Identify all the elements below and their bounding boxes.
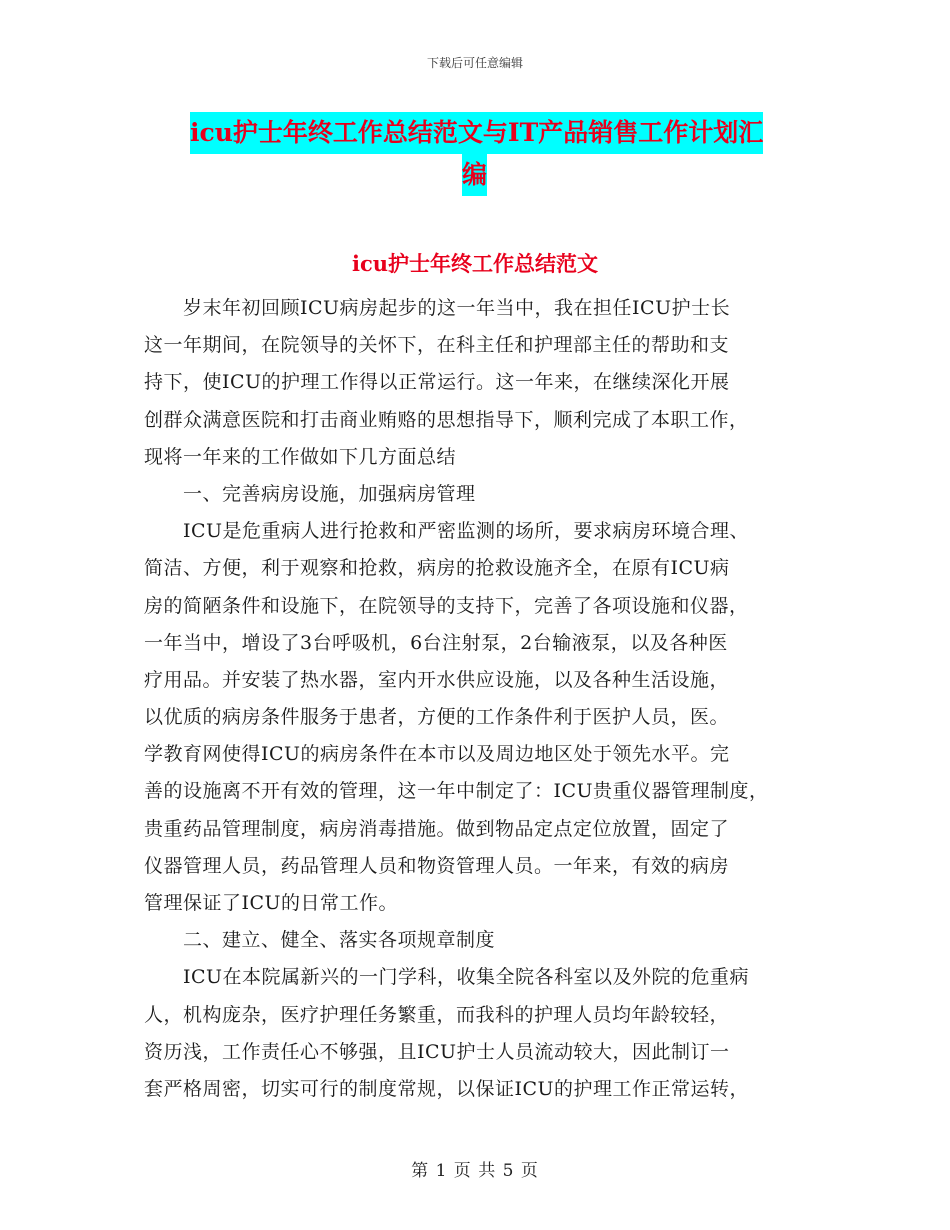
body-line: 现将一年来的工作做如下几方面总结 [144, 445, 457, 468]
body-line: ICU是危重病人进行抢救和严密监测的场所，要求病房环境合理、 [144, 520, 750, 543]
body-line: 资历浅，工作责任心不够强，且ICU护士人员流动较大，因此制订一 [144, 1040, 730, 1063]
body-line: 贵重药品管理制度，病房消毒措施。做到物品定点定位放置，固定了 [144, 817, 730, 840]
body-line: 疗用品。并安装了热水器，室内开水供应设施，以及各种生活设施， [144, 668, 730, 691]
body-line: 人，机构庞杂，医疗护理任务繁重，而我科的护理人员均年龄较轻， [144, 1003, 730, 1026]
document-title-line-2: 编 [462, 154, 487, 196]
body-text [144, 290, 834, 1108]
body-line: 房的简陋条件和设施下，在院领导的支持下，完善了各项设施和仪器， [144, 594, 749, 617]
body-line: 套严格周密，切实可行的制度常规，以保证ICU的护理工作正常运转， [144, 1077, 750, 1100]
document-title-line-1: icu护士年终工作总结范文与IT产品销售工作计划汇 [190, 112, 763, 154]
body-line: 简洁、方便，利于观察和抢救，病房的抢救设施齐全，在原有ICU病 [144, 557, 730, 580]
section-title: icu护士年终工作总结范文 [351, 251, 599, 276]
body-line: 一年当中，增设了3台呼吸机，6台注射泵，2台输液泵，以及各种医 [144, 631, 728, 654]
page-number: 第 1 页 共 5 页 [411, 1161, 539, 1181]
body-line: 持下，使ICU的护理工作得以正常运行。这一年来，在继续深化开展 [144, 371, 730, 394]
body-line: 一、完善病房设施，加强病房管理 [144, 482, 476, 505]
body-line: 善的设施离不开有效的管理，这一年中制定了：ICU贵重仪器管理制度， [144, 780, 769, 803]
body-line: 这一年期间，在院领导的关怀下，在科主任和护理部主任的帮助和支 [144, 334, 730, 357]
body-line: 创群众满意医院和打击商业贿赂的思想指导下，顺利完成了本职工作， [144, 408, 749, 431]
body-line: 二、建立、健全、落实各项规章制度 [144, 929, 496, 952]
body-line: 学教育网使得ICU的病房条件在本市以及周边地区处于领先水平。完 [144, 743, 730, 766]
body-line: 岁末年初回顾ICU病房起步的这一年当中，我在担任ICU护士长 [144, 297, 731, 319]
body-line: 以优质的病房条件服务于患者，方便的工作条件利于医护人员，医。 [144, 706, 730, 729]
body-line: ICU在本院属新兴的一门学科，收集全院各科室以及外院的危重病 [144, 966, 750, 989]
body-line: 管理保证了ICU的日常工作。 [144, 892, 399, 914]
body-line: 仪器管理人员，药品管理人员和物资管理人员。一年来，有效的病房 [144, 854, 730, 877]
header-note: 下载后可任意编辑 [426, 56, 523, 70]
